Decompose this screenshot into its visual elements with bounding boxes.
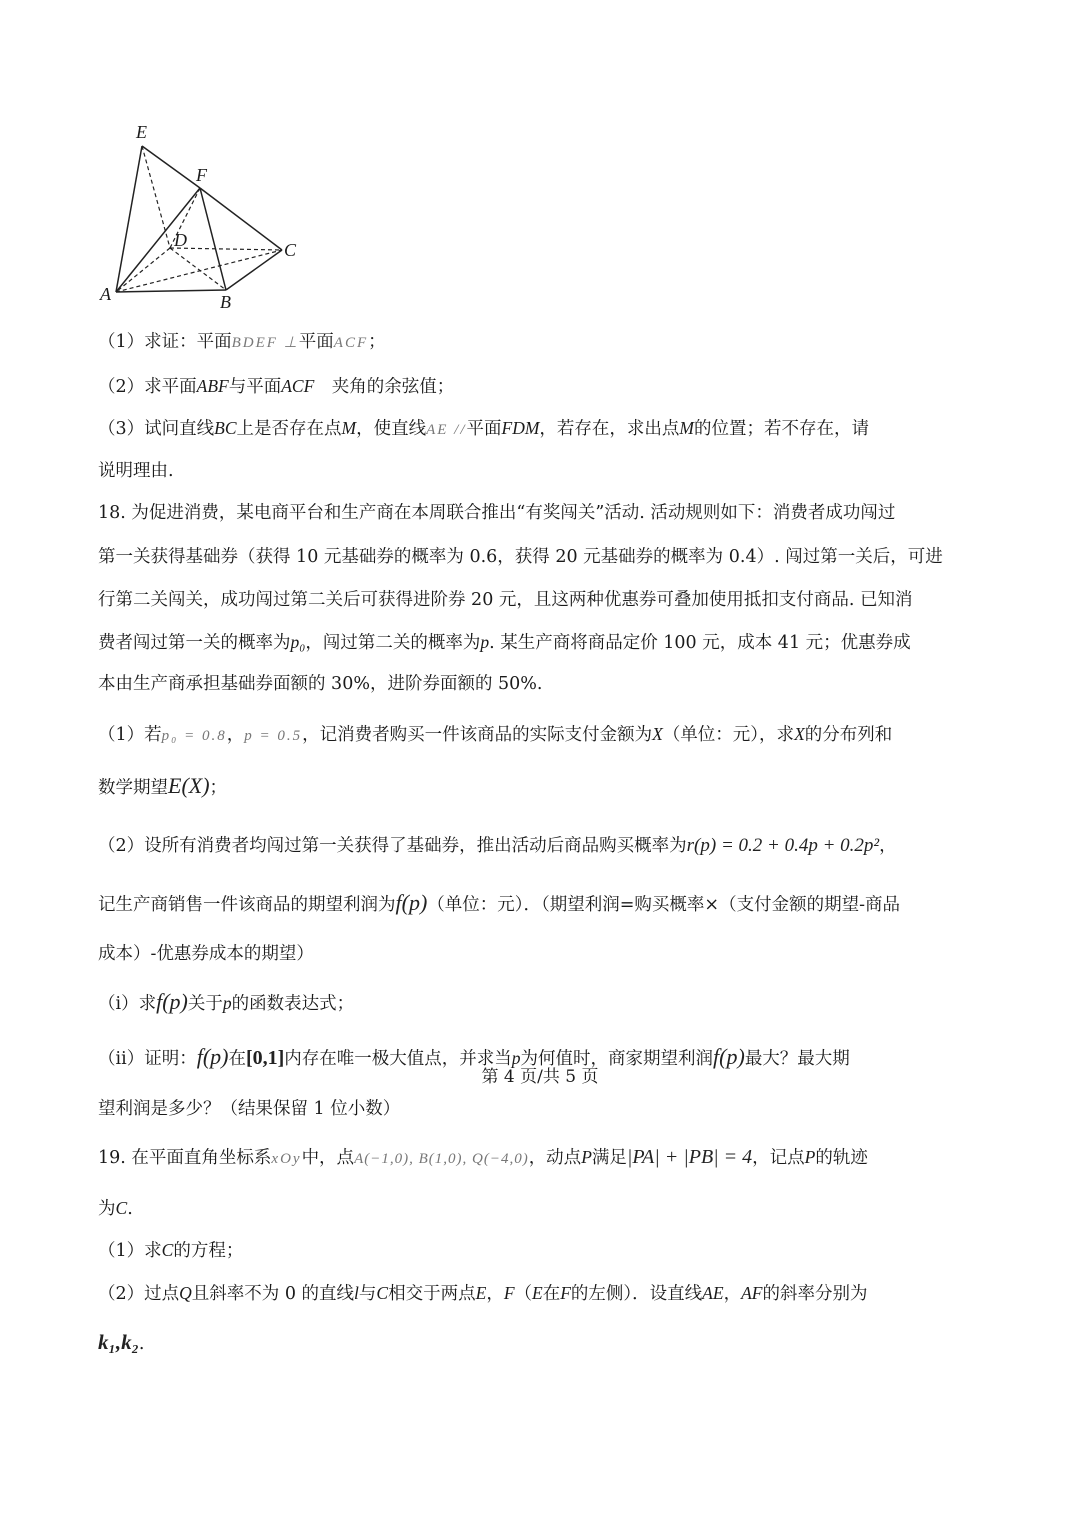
text: 19. 在平面直角坐标系 xyxy=(98,1148,272,1168)
math-p: p xyxy=(480,632,490,652)
edge-BC xyxy=(226,250,282,290)
edge-FB xyxy=(200,188,226,290)
math-q: Q xyxy=(179,1283,192,1303)
text: 的函数表达式； xyxy=(231,994,355,1014)
q19-line1 xyxy=(98,1145,868,1171)
label-C: C xyxy=(284,240,297,260)
text: 行第二关闯关，成功闯过第二关后可获得进阶券 20 元，且这两种优惠券可叠加使用抵扣支付商品. 已知消 xyxy=(98,590,913,610)
math-p0-value: p₀ = 0.8 xyxy=(161,728,227,744)
q17-part3 xyxy=(98,416,869,442)
text: 与平面 xyxy=(228,377,282,397)
text: 的左侧）．设直线 xyxy=(570,1284,703,1304)
text: 中，点 xyxy=(301,1148,355,1168)
label-D: D xyxy=(174,230,187,250)
text: ，使直线 xyxy=(356,419,427,439)
label-F: F xyxy=(196,165,207,185)
q18-part1 xyxy=(98,722,892,748)
math-acf: ACF xyxy=(281,376,315,396)
text: ， xyxy=(723,1284,742,1304)
q18-sub-i xyxy=(98,990,354,1016)
q18-line5 xyxy=(98,672,542,696)
text: 为何值时，商家期望利润 xyxy=(520,1049,714,1069)
text: 在 xyxy=(542,1284,561,1304)
math-c: C xyxy=(376,1283,389,1303)
text: 费者闯过第一关的概率为 xyxy=(98,633,291,653)
edge-FC xyxy=(200,188,282,250)
text: 夹角的余弦值； xyxy=(314,377,455,397)
text: 的位置；若不存在，请 xyxy=(694,419,869,439)
q18-part2-line3 xyxy=(98,942,314,966)
text: 的轨迹 xyxy=(815,1148,868,1168)
text: . xyxy=(127,1199,133,1219)
math-xoy: xOy xyxy=(271,1151,302,1167)
text: （单位：元），求 xyxy=(662,725,795,745)
math-m: M xyxy=(679,418,694,438)
math-f-of-p: f(p) xyxy=(196,1044,229,1069)
math-points: A(−1,0), B(1,0), Q(−4,0) xyxy=(354,1151,529,1167)
math-af: AF xyxy=(741,1283,763,1303)
math-expectation: E(X) xyxy=(168,773,210,798)
math-f-of-p: f(p) xyxy=(713,1044,745,1069)
text: 为 xyxy=(98,1199,116,1219)
text: （单位：元）．（期望利润=购买概率×（支付金额的期望-商品 xyxy=(427,895,901,915)
label-E: E xyxy=(136,122,147,142)
geometry-figure xyxy=(92,118,322,318)
math-c: C xyxy=(115,1198,128,1218)
math-p: p xyxy=(222,993,232,1013)
math-m: M xyxy=(341,418,357,438)
text: 的分布列和 xyxy=(804,725,893,745)
q17-part2 xyxy=(98,374,454,399)
math-f: F xyxy=(503,1283,515,1303)
text: （1）求 xyxy=(98,1241,162,1261)
edge-DA xyxy=(116,248,170,292)
text: 上是否存在点 xyxy=(236,419,342,439)
text: . xyxy=(138,1334,145,1354)
text: 相交于两点 xyxy=(388,1284,476,1304)
q18-part2-line2 xyxy=(98,891,900,917)
q18-line2 xyxy=(98,545,943,569)
text: 数学期望 xyxy=(98,778,168,798)
math-plane-bdef: BDEF ⊥ xyxy=(231,335,299,351)
text: ，记点 xyxy=(752,1148,805,1168)
label-A: A xyxy=(100,284,111,304)
math-e: E xyxy=(532,1283,543,1303)
math-c: C xyxy=(161,1240,174,1260)
text: （1）若 xyxy=(98,725,162,745)
text: （2）设所有消费者均闯过第一关获得了基础券，推出活动后商品购买概率为 xyxy=(98,836,687,856)
q19-part2-cont xyxy=(98,1330,144,1356)
q19-part2 xyxy=(98,1281,867,1306)
edge-EF xyxy=(142,146,200,188)
text: （ⅱ）证明： xyxy=(98,1049,197,1069)
text: （2）过点 xyxy=(98,1284,180,1304)
text: 且斜率不为 0 的直线 xyxy=(191,1284,355,1304)
math-x: X xyxy=(652,724,663,744)
text: . 某生产商将商品定价 100 元，成本 41 元；优惠券成 xyxy=(489,633,911,653)
math-fdm: FDM xyxy=(501,418,540,438)
text: ； xyxy=(368,332,386,352)
text: ， xyxy=(879,836,897,856)
page-footer: 第 4 页/共 5 页 xyxy=(481,1067,599,1087)
text: 的斜率分别为 xyxy=(762,1284,868,1304)
text: （2）求平面 xyxy=(98,377,197,397)
q17-part1 xyxy=(98,330,386,355)
text: 关于 xyxy=(187,994,223,1014)
text: 记生产商销售一件该商品的期望利润为 xyxy=(98,895,396,915)
math-equation: |PA| + |PB| = 4 xyxy=(626,1146,753,1168)
math-plane-acf: ACF xyxy=(333,335,369,351)
text: 成本）-优惠券成本的期望） xyxy=(98,944,314,964)
text: 在 xyxy=(228,1049,246,1069)
text: ； xyxy=(209,778,228,798)
math-p: P xyxy=(804,1147,816,1167)
text: 内存在唯一极大值点，并求当 xyxy=(284,1049,512,1069)
edge-AB xyxy=(116,290,226,292)
math-ae-parallel: AE // xyxy=(426,422,467,438)
math-f-of-p: f(p) xyxy=(395,890,428,915)
math-x: X xyxy=(794,724,805,744)
text: 第一关获得基础券（获得 10 元基础券的概率为 0.6，获得 20 元基础券的概率为 0.4）. 闯过第一关后，可进 xyxy=(98,547,943,567)
text: 满足 xyxy=(591,1148,627,1168)
q17-part3-cont xyxy=(98,459,174,483)
text: ，动点 xyxy=(528,1148,582,1168)
math-ae: AE xyxy=(702,1283,724,1303)
math-interval: [0,1] xyxy=(245,1047,285,1069)
text: 的方程； xyxy=(173,1241,244,1261)
math-f-of-p: f(p) xyxy=(156,989,188,1014)
edge-EA xyxy=(116,146,142,292)
text: ，记消费者购买一件该商品的实际支付金额为 xyxy=(302,725,653,745)
text: 与 xyxy=(358,1284,377,1304)
math-abf: ABF xyxy=(196,376,229,396)
text: 望利润是多少？（结果保留 1 位小数） xyxy=(98,1099,401,1119)
text: （ⅰ）求 xyxy=(98,994,157,1014)
text: 说明理由. xyxy=(98,461,174,481)
text: ， xyxy=(486,1284,504,1304)
text: 本由生产商承担基础券面额的 30%，进阶券面额的 50%. xyxy=(98,674,543,694)
q19-line2 xyxy=(98,1196,133,1221)
text: （1）求证：平面 xyxy=(98,332,232,352)
math-p: P xyxy=(581,1147,592,1167)
math-e: E xyxy=(475,1283,487,1303)
text: 平面 xyxy=(466,419,502,439)
q18-part1-cont xyxy=(98,774,227,800)
math-p0: p₀ xyxy=(290,632,306,652)
label-B: B xyxy=(220,292,231,312)
math-p-value: p = 0.5 xyxy=(244,728,303,744)
text: 18. 为促进消费，某电商平台和生产商在本周联合推出“有奖闯关”活动. 活动规则如下：消费者成功闯过 xyxy=(98,503,896,523)
text: 最大？最大期 xyxy=(744,1049,850,1069)
q18-part2 xyxy=(98,834,897,858)
math-p: p xyxy=(511,1048,521,1068)
q18-line4 xyxy=(98,630,911,655)
q19-part1 xyxy=(98,1238,243,1263)
edge-ED xyxy=(142,146,170,248)
math-f: F xyxy=(560,1283,571,1303)
q18-line3 xyxy=(98,588,913,612)
math-l: l xyxy=(354,1283,359,1303)
text: ，若存在，求出点 xyxy=(539,419,680,439)
text: （3）试问直线 xyxy=(98,419,215,439)
q18-line1 xyxy=(98,501,895,525)
text: ， xyxy=(226,725,245,745)
text: ，闯过第二关的概率为 xyxy=(305,633,481,653)
text: 平面 xyxy=(298,332,334,352)
q18-sub-ii-cont xyxy=(98,1097,400,1121)
text: （ xyxy=(514,1284,533,1304)
math-k1-k2: k₁,k₂ xyxy=(98,1330,139,1354)
math-bc: BC xyxy=(214,418,237,438)
math-r-of-p: r(p) = 0.2 + 0.4p + 0.2p² xyxy=(686,835,880,856)
